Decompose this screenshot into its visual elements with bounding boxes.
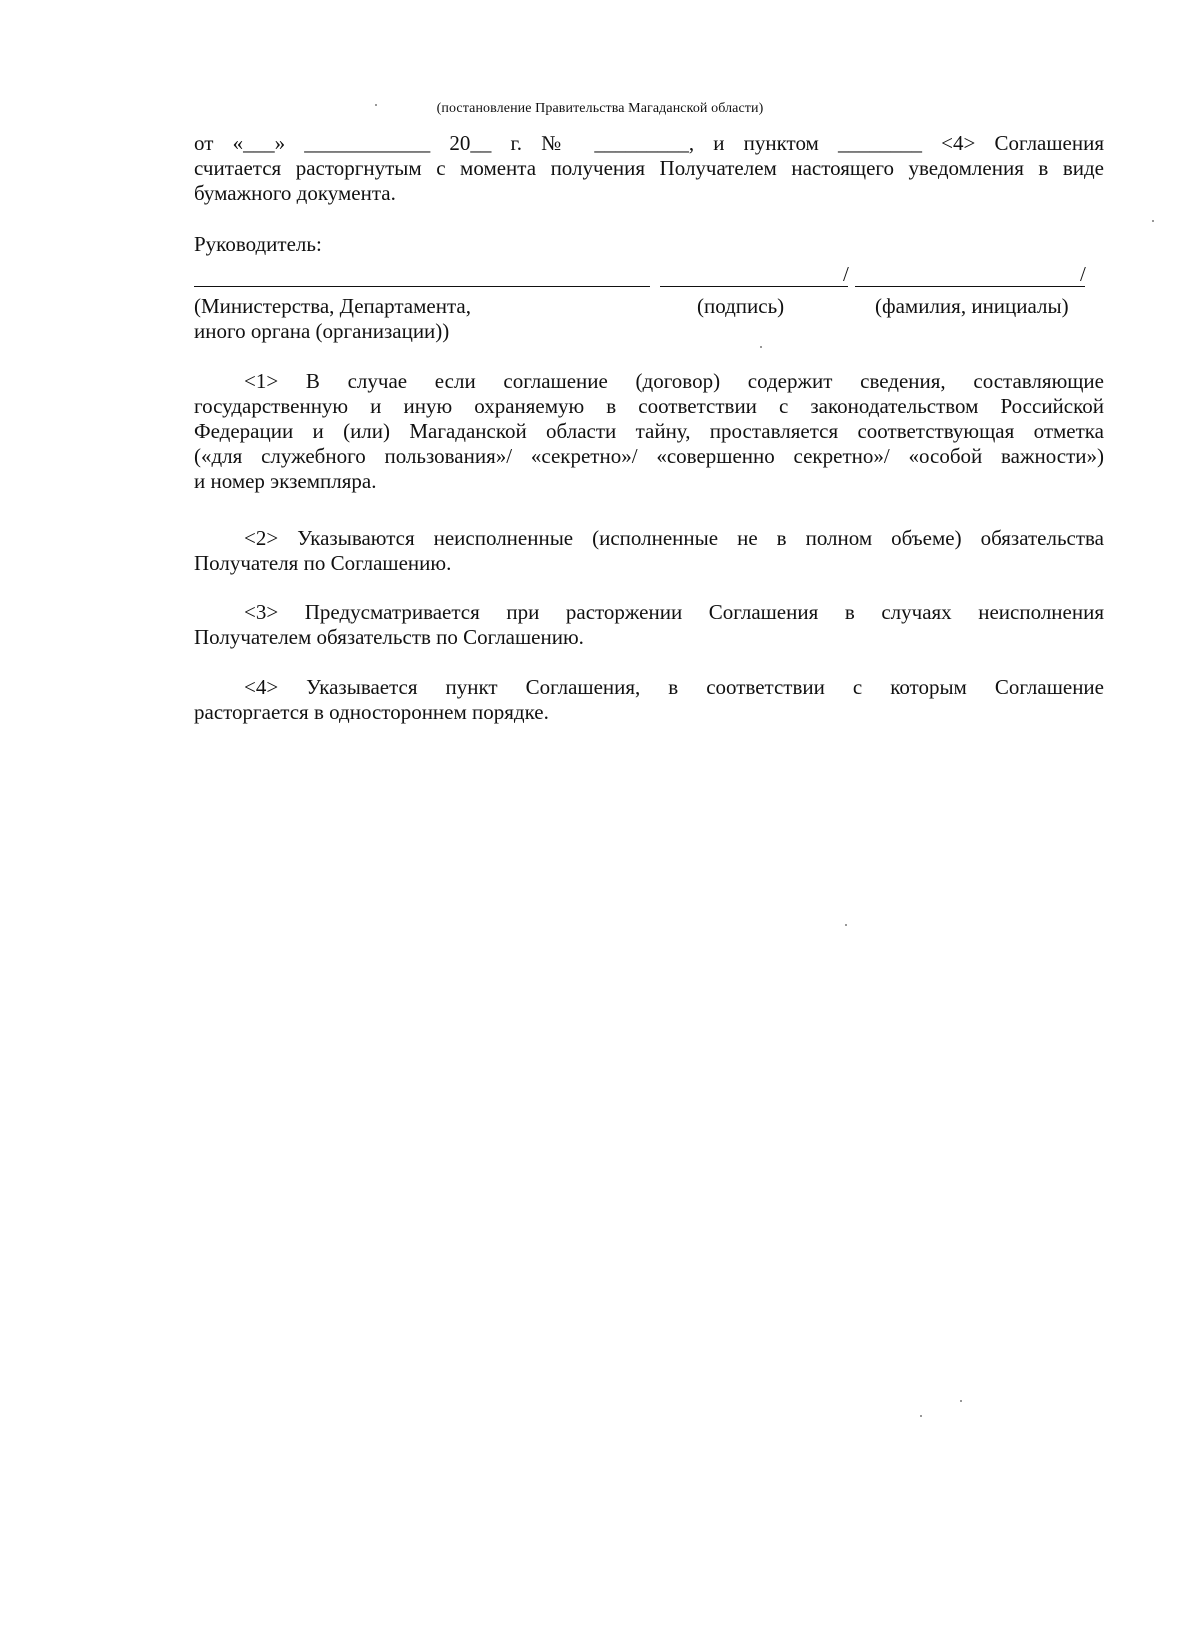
footnote-2 [194,526,1104,576]
scan-speck [920,1415,922,1417]
footnote-3-line-2: Получателем обязательств по Соглашению. [194,625,584,649]
footnote-1 [194,369,1104,494]
footnote-1-line-3: Федерации и (или) Магаданской области тайну, проставляется соответствующая отметка [194,419,1104,443]
scan-speck [760,346,762,348]
header-note: (постановление Правительства Магаданской области) [436,101,764,116]
footnote-4 [194,675,1104,725]
slash-separator-2: / [1080,262,1086,286]
org-label [194,294,471,344]
footnote-4-line-1: <4> Указывается пункт Соглашения, в соответствии с которым Соглашение [244,675,1104,699]
scan-speck [960,1400,962,1402]
org-signature-line [194,286,650,287]
slash-separator-1: / [843,262,849,286]
footnote-1-line-2: государственную и иную охраняемую в соответствии с законодательством Российской [194,394,1104,418]
name-line [855,286,1085,287]
scan-speck [1152,220,1154,222]
footnote-1-line-5: и номер экземпляра. [194,469,377,493]
name-label: (фамилия, инициалы) [875,294,1069,318]
sign-line [660,286,848,287]
footnote-2-line-2: Получателя по Соглашению. [194,551,452,575]
scan-speck [845,924,847,926]
footnote-1-line-1: <1> В случае если соглашение (договор) содержит сведения, составляющие [244,369,1104,393]
intro-line-2: считается расторгнутым с момента получения Получателем настоящего уведомления в виде [194,156,1104,180]
org-label-line-1: (Министерства, Департамента, [194,294,471,318]
intro-line-3: бумажного документа. [194,181,396,205]
footnote-3-line-1: <3> Предусматривается при расторжении Соглашения в случаях неисполнения [244,600,1104,624]
intro-line-1: от «___» ____________ 20__ г. № _________, и пунктом ________ <4> Соглашения [194,131,1104,155]
footnote-1-line-4: («для служебного пользования»/ «секретно»/ «совершенно секретно»/ «особой важности») [194,444,1104,468]
org-label-line-2: иного органа (организации)) [194,319,450,343]
intro-paragraph [194,131,1104,206]
footnote-4-line-2: расторгается в одностороннем порядке. [194,700,549,724]
footnote-3 [194,600,1104,650]
sign-label: (подпись) [697,294,785,318]
scan-speck [375,104,377,106]
signature-title: Руководитель: [194,232,322,256]
footnote-2-line-1: <2> Указываются неисполненные (исполненные не в полном объеме) обязательства [244,526,1104,550]
